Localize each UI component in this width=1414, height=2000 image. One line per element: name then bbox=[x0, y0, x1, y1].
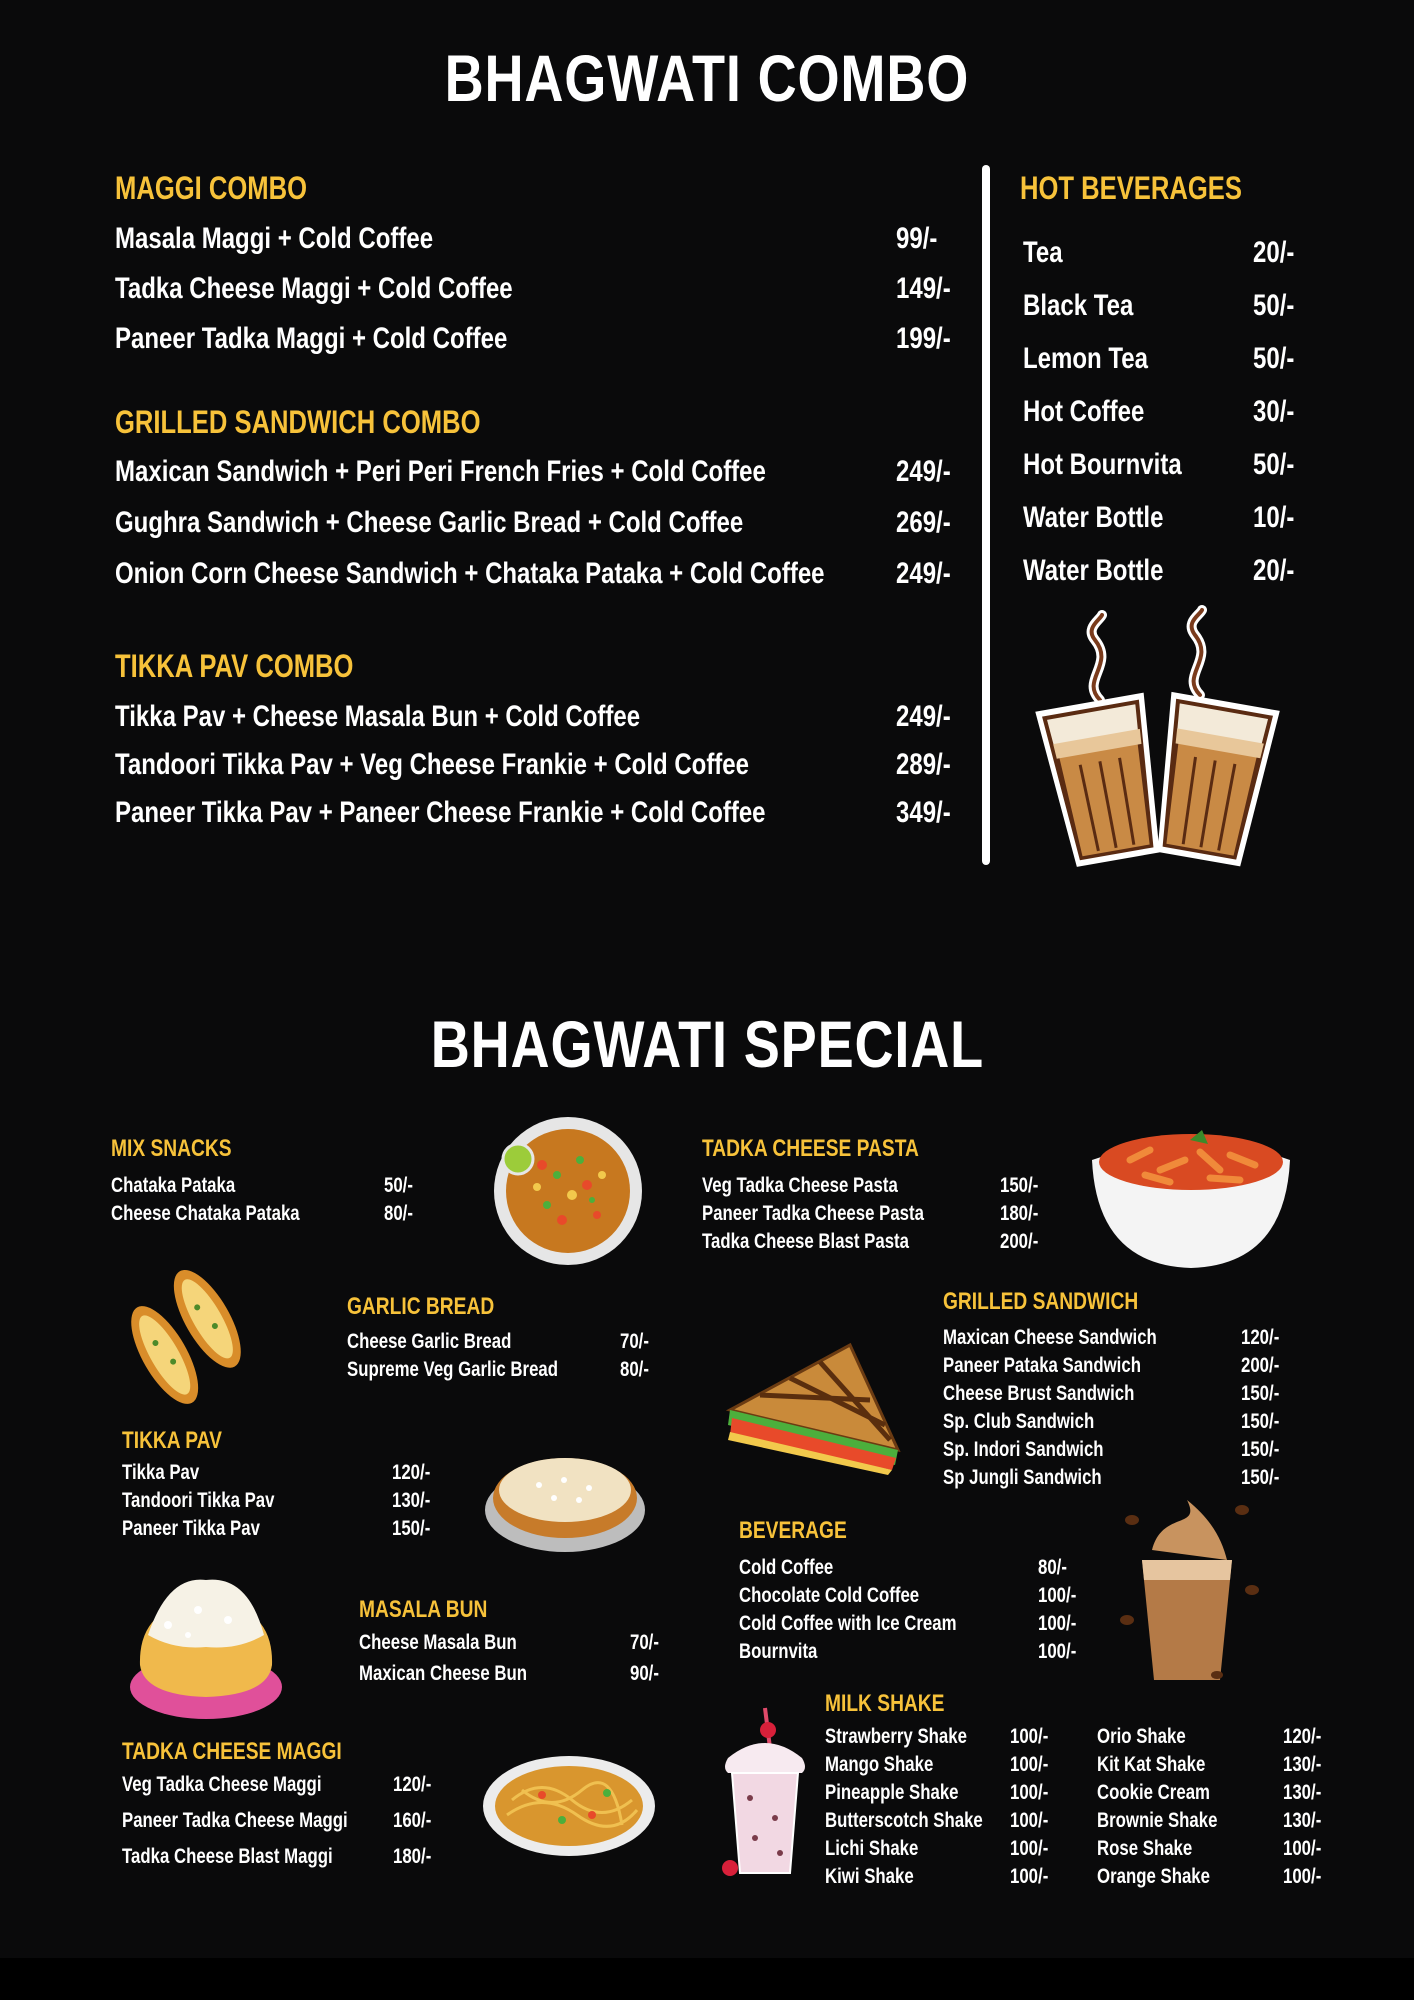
milk-shake-item-price-text: 130/- bbox=[1283, 1753, 1322, 1776]
milk-shake-item-name-text: Lichi Shake bbox=[825, 1837, 919, 1860]
tikka-pav-item-price-text: 130/- bbox=[392, 1489, 431, 1512]
tikka-pav-item-price bbox=[392, 1489, 440, 1513]
masala-bun-item-name-text: Cheese Masala Bun bbox=[359, 1631, 517, 1654]
hot-beverages-item-name-text: Water Bottle bbox=[1023, 501, 1164, 534]
hot-beverages-item-price-text: 50/- bbox=[1253, 448, 1295, 481]
masala-bun-item-name bbox=[359, 1631, 556, 1655]
milk-shake-item-price-text: 130/- bbox=[1283, 1781, 1322, 1804]
pasta-item-price bbox=[1000, 1174, 1048, 1198]
hot-beverages-item-price bbox=[1253, 395, 1305, 429]
tikka-combo-item-name-text: Paneer Tikka Pav + Paneer Cheese Frankie + Cold Coffee bbox=[115, 796, 766, 829]
grilled-sandwich-heading bbox=[943, 1288, 1187, 1316]
maggi-combo-item-name-text: Paneer Tadka Maggi + Cold Coffee bbox=[115, 322, 508, 355]
pasta-item-name-text: Veg Tadka Cheese Pasta bbox=[702, 1174, 898, 1197]
hot-beverages-item-price-text: 30/- bbox=[1253, 395, 1295, 428]
grilled-sandwich-item-name bbox=[943, 1326, 1210, 1350]
pasta-item-name-text: Paneer Tadka Cheese Pasta bbox=[702, 1202, 924, 1225]
beverage-item-price bbox=[1038, 1612, 1086, 1636]
masala-bun-item-name bbox=[359, 1662, 569, 1686]
pasta-item-price-text: 150/- bbox=[1000, 1174, 1039, 1197]
hot-beverages-item-name-text: Water Bottle bbox=[1023, 554, 1164, 587]
masala-bun-icon bbox=[128, 1575, 284, 1720]
milk-shake-item-price bbox=[1010, 1781, 1058, 1805]
milk-shake-item-price-text: 120/- bbox=[1283, 1725, 1322, 1748]
hot-beverages-item-name bbox=[1023, 448, 1221, 482]
tea-glasses-icon bbox=[1040, 610, 1280, 890]
hot-beverages-item-price-text: 20/- bbox=[1253, 236, 1295, 269]
hot-beverages-item-name-text: Hot Coffee bbox=[1023, 395, 1145, 428]
tikka-combo-item-price bbox=[896, 796, 964, 830]
beverage-item-name bbox=[739, 1556, 857, 1580]
tikka-pav-item-name-text: Paneer Tikka Pav bbox=[122, 1517, 260, 1540]
hot-beverages-item-name bbox=[1023, 236, 1072, 270]
mix-snacks-icon bbox=[492, 1115, 644, 1267]
milk-shake-item-price-text: 100/- bbox=[1283, 1865, 1322, 1888]
tadka-maggi-item-price-text: 120/- bbox=[393, 1773, 432, 1796]
mix-snacks-item-price-text: 50/- bbox=[384, 1174, 413, 1197]
beverage-item-price-text: 80/- bbox=[1038, 1556, 1067, 1579]
tikka-pav-heading bbox=[122, 1427, 247, 1455]
mix-snacks-item-name bbox=[111, 1174, 266, 1198]
tikka-combo-item-price bbox=[896, 748, 964, 782]
beverage-item-price bbox=[1038, 1584, 1086, 1608]
garlic-bread-item-price bbox=[620, 1358, 656, 1382]
hot-beverages-item-price-text: 10/- bbox=[1253, 501, 1295, 534]
grilled-sandwich-item-name-text: Sp. Indori Sandwich bbox=[943, 1438, 1104, 1461]
milk-shake-item-price bbox=[1283, 1837, 1331, 1861]
footer-bar bbox=[0, 1958, 1414, 2000]
milk-shake-item-name-text: Kit Kat Shake bbox=[1097, 1753, 1206, 1776]
garlic-bread-item-price bbox=[620, 1330, 656, 1354]
garlic-bread-item-name-text: Supreme Veg Garlic Bread bbox=[347, 1358, 559, 1381]
milk-shake-item-name bbox=[1097, 1809, 1248, 1833]
garlic-bread-item-name bbox=[347, 1358, 611, 1382]
grilled-sandwich-item-price-text: 150/- bbox=[1241, 1382, 1280, 1405]
sandwich-combo-item-name-text: Onion Corn Cheese Sandwich + Chataka Pataka + Cold Coffee bbox=[115, 557, 825, 590]
tadka-maggi-item-name bbox=[122, 1773, 371, 1797]
tikka-pav-item-price bbox=[392, 1517, 440, 1541]
maggi-combo-item-name-text: Masala Maggi + Cold Coffee bbox=[115, 222, 434, 255]
milk-shake-item-name bbox=[1097, 1725, 1208, 1749]
milk-shake-item-price bbox=[1010, 1809, 1058, 1833]
sandwich-combo-item-name bbox=[115, 557, 1002, 591]
combo-title: BHAGWATI COMBO bbox=[444, 41, 970, 115]
garlic-bread-item-name bbox=[347, 1330, 552, 1354]
pasta-heading-text: TADKA CHEESE PASTA bbox=[702, 1135, 919, 1162]
hot-beverages-item-price bbox=[1253, 342, 1305, 376]
sandwich-combo-heading-text: GRILLED SANDWICH COMBO bbox=[115, 404, 481, 440]
milk-shake-item-price bbox=[1010, 1725, 1058, 1749]
maggi-combo-heading-text: MAGGI COMBO bbox=[115, 170, 307, 206]
hot-beverages-item-name-text: Tea bbox=[1023, 236, 1063, 269]
mix-snacks-item-name-text: Cheese Chataka Pataka bbox=[111, 1202, 300, 1225]
grilled-sandwich-item-price bbox=[1241, 1354, 1289, 1378]
tadka-maggi-item-name-text: Paneer Tadka Cheese Maggi bbox=[122, 1809, 348, 1832]
beverage-item-name-text: Cold Coffee bbox=[739, 1556, 834, 1579]
mix-snacks-heading bbox=[111, 1135, 262, 1163]
milk-shake-item-name-text: Rose Shake bbox=[1097, 1837, 1193, 1860]
pasta-item-name bbox=[702, 1202, 979, 1226]
tikka-combo-item-price-text: 349/- bbox=[896, 796, 951, 829]
grilled-sandwich-item-price bbox=[1241, 1466, 1289, 1490]
hot-beverages-item-price bbox=[1253, 448, 1305, 482]
maggi-combo-item-name bbox=[115, 272, 612, 306]
milk-shake-item-price bbox=[1010, 1753, 1058, 1777]
beverage-item-price-text: 100/- bbox=[1038, 1584, 1077, 1607]
tikka-pav-item-name bbox=[122, 1489, 313, 1513]
milk-shake-item-price bbox=[1010, 1865, 1058, 1889]
pasta-item-price-text: 200/- bbox=[1000, 1230, 1039, 1253]
milk-shake-item-price-text: 100/- bbox=[1010, 1781, 1049, 1804]
milk-shake-item-name-text: Mango Shake bbox=[825, 1753, 934, 1776]
milk-shake-item-name bbox=[825, 1781, 992, 1805]
grilled-sandwich-heading-text: GRILLED SANDWICH bbox=[943, 1288, 1139, 1315]
grilled-sandwich-item-price bbox=[1241, 1438, 1289, 1462]
beverage-item-price-text: 100/- bbox=[1038, 1612, 1077, 1635]
beverage-item-name-text: Chocolate Cold Coffee bbox=[739, 1584, 920, 1607]
tikka-pav-heading-text: TIKKA PAV bbox=[122, 1427, 222, 1454]
sandwich-combo-item-name bbox=[115, 455, 929, 489]
garlic-bread-item-price-text: 80/- bbox=[620, 1358, 649, 1381]
milk-shake-item-price bbox=[1283, 1725, 1331, 1749]
maggi-combo-item-price-text: 199/- bbox=[896, 322, 951, 355]
maggi-combo-item-price bbox=[896, 272, 964, 306]
masala-bun-item-price bbox=[630, 1631, 666, 1655]
grilled-sandwich-item-price bbox=[1241, 1410, 1289, 1434]
beverage-item-name bbox=[739, 1640, 837, 1664]
grilled-sandwich-item-price-text: 150/- bbox=[1241, 1410, 1280, 1433]
tikka-combo-item-price-text: 289/- bbox=[896, 748, 951, 781]
milk-shake-item-name-text: Butterscotch Shake bbox=[825, 1809, 983, 1832]
milk-shake-heading-text: MILK SHAKE bbox=[825, 1690, 945, 1717]
milk-shake-item-price bbox=[1283, 1865, 1331, 1889]
tadka-maggi-item-price bbox=[393, 1773, 441, 1797]
garlic-bread-heading bbox=[347, 1293, 531, 1321]
masala-bun-item-price bbox=[630, 1662, 666, 1686]
pasta-item-name-text: Tadka Cheese Blast Pasta bbox=[702, 1230, 909, 1253]
garlic-bread-icon bbox=[122, 1275, 262, 1405]
sandwich-combo-item-price bbox=[896, 506, 964, 540]
beverage-item-name bbox=[739, 1612, 1011, 1636]
sandwich-combo-item-price bbox=[896, 557, 964, 591]
tadka-maggi-item-name-text: Veg Tadka Cheese Maggi bbox=[122, 1773, 322, 1796]
hot-beverages-item-name bbox=[1023, 554, 1199, 588]
tadka-maggi-item-price bbox=[393, 1809, 441, 1833]
grilled-sandwich-item-name-text: Paneer Pataka Sandwich bbox=[943, 1354, 1141, 1377]
tadka-maggi-heading bbox=[122, 1738, 397, 1766]
grilled-sandwich-item-price-text: 120/- bbox=[1241, 1326, 1280, 1349]
tikka-combo-heading bbox=[115, 648, 413, 685]
tikka-combo-heading-text: TIKKA PAV COMBO bbox=[115, 648, 354, 684]
hot-beverages-item-price-text: 50/- bbox=[1253, 289, 1295, 322]
tikka-pav-item-price-text: 120/- bbox=[392, 1461, 431, 1484]
milk-shake-item-name-text: Strawberry Shake bbox=[825, 1725, 967, 1748]
beverage-item-name bbox=[739, 1584, 964, 1608]
milk-shake-item-name bbox=[825, 1753, 960, 1777]
grilled-sandwich-item-price-text: 150/- bbox=[1241, 1466, 1280, 1489]
grilled-sandwich-item-price bbox=[1241, 1326, 1289, 1350]
beverage-heading bbox=[739, 1517, 874, 1545]
hot-beverages-item-price-text: 50/- bbox=[1253, 342, 1295, 375]
special-title: BHAGWATI SPECIAL bbox=[430, 1007, 984, 1081]
hot-beverages-item-price bbox=[1253, 289, 1305, 323]
beverage-item-name-text: Bournvita bbox=[739, 1640, 818, 1663]
sandwich-combo-heading bbox=[115, 404, 572, 441]
milk-shake-item-price bbox=[1283, 1809, 1331, 1833]
hot-beverages-item-name bbox=[1023, 501, 1199, 535]
milk-shake-item-name-text: Cookie Cream bbox=[1097, 1781, 1210, 1804]
milk-shake-item-price-text: 100/- bbox=[1010, 1865, 1049, 1888]
tikka-pav-item-name bbox=[122, 1517, 294, 1541]
maggi-combo-item-price-text: 149/- bbox=[896, 272, 951, 305]
grilled-sandwich-item-price-text: 200/- bbox=[1241, 1354, 1280, 1377]
tadka-maggi-item-name-text: Tadka Cheese Blast Maggi bbox=[122, 1845, 333, 1868]
hot-beverages-item-name bbox=[1023, 289, 1161, 323]
milk-shake-item-name-text: Orio Shake bbox=[1097, 1725, 1186, 1748]
sandwich-combo-item-name bbox=[115, 506, 900, 540]
tadka-maggi-item-price-text: 180/- bbox=[393, 1845, 432, 1868]
milk-shake-item-name-text: Pineapple Shake bbox=[825, 1781, 959, 1804]
hot-beverages-item-price-text: 20/- bbox=[1253, 554, 1295, 587]
tikka-pav-item-name-text: Tikka Pav bbox=[122, 1461, 200, 1484]
hot-beverages-item-price bbox=[1253, 501, 1305, 535]
mix-snacks-heading-text: MIX SNACKS bbox=[111, 1135, 232, 1162]
grilled-sandwich-item-name bbox=[943, 1438, 1144, 1462]
mix-snacks-item-price bbox=[384, 1202, 420, 1226]
beverage-item-price bbox=[1038, 1640, 1086, 1664]
masala-bun-heading-text: MASALA BUN bbox=[359, 1596, 488, 1623]
tadka-maggi-item-price-text: 160/- bbox=[393, 1809, 432, 1832]
tikka-combo-item-name bbox=[115, 748, 908, 782]
grilled-sandwich-item-price bbox=[1241, 1382, 1289, 1406]
maggi-combo-item-name bbox=[115, 322, 605, 356]
garlic-bread-item-price-text: 70/- bbox=[620, 1330, 649, 1353]
section-divider bbox=[982, 165, 990, 865]
mix-snacks-item-price-text: 80/- bbox=[384, 1202, 413, 1225]
tikka-pav-item-price bbox=[392, 1461, 440, 1485]
milk-shake-item-price-text: 100/- bbox=[1010, 1837, 1049, 1860]
grilled-sandwich-item-name-text: Sp. Club Sandwich bbox=[943, 1410, 1095, 1433]
tikka-pav-item-name bbox=[122, 1461, 219, 1485]
beverage-item-price bbox=[1038, 1556, 1074, 1580]
hot-beverages-item-name bbox=[1023, 395, 1175, 429]
tadka-maggi-heading-text: TADKA CHEESE MAGGI bbox=[122, 1738, 342, 1765]
tikka-pav-item-price-text: 150/- bbox=[392, 1517, 431, 1540]
milk-shake-item-name-text: Orange Shake bbox=[1097, 1865, 1210, 1888]
beverage-item-price-text: 100/- bbox=[1038, 1640, 1077, 1663]
hot-beverages-item-name bbox=[1023, 342, 1179, 376]
hot-beverages-item-name-text: Lemon Tea bbox=[1023, 342, 1148, 375]
pasta-item-price-text: 180/- bbox=[1000, 1202, 1039, 1225]
mix-snacks-item-name-text: Chataka Pataka bbox=[111, 1174, 236, 1197]
milk-shake-item-name bbox=[1097, 1865, 1238, 1889]
mix-snacks-item-price bbox=[384, 1174, 420, 1198]
maggi-combo-item-price-text: 99/- bbox=[896, 222, 938, 255]
milk-shake-item-name-text: Brownie Shake bbox=[1097, 1809, 1218, 1832]
sandwich-combo-item-price-text: 249/- bbox=[896, 557, 951, 590]
milkshake-icon bbox=[720, 1708, 810, 1878]
hot-beverages-item-name-text: Black Tea bbox=[1023, 289, 1134, 322]
hot-beverages-item-name-text: Hot Bournvita bbox=[1023, 448, 1182, 481]
beverage-heading-text: BEVERAGE bbox=[739, 1517, 847, 1544]
tikka-pav-item-name-text: Tandoori Tikka Pav bbox=[122, 1489, 275, 1512]
grilled-sandwich-icon bbox=[720, 1340, 902, 1475]
grilled-sandwich-item-name bbox=[943, 1466, 1141, 1490]
maggi-combo-item-name-text: Tadka Cheese Maggi + Cold Coffee bbox=[115, 272, 513, 305]
pasta-item-price bbox=[1000, 1202, 1048, 1226]
pasta-item-name bbox=[702, 1230, 961, 1254]
maggi-combo-heading bbox=[115, 170, 355, 207]
tadka-maggi-item-name bbox=[122, 1809, 404, 1833]
tikka-combo-item-price-text: 249/- bbox=[896, 700, 951, 733]
milk-shake-heading bbox=[825, 1690, 974, 1718]
garlic-bread-item-name-text: Cheese Garlic Bread bbox=[347, 1330, 512, 1353]
pasta-item-name bbox=[702, 1174, 947, 1198]
tadka-maggi-item-name bbox=[122, 1845, 385, 1869]
masala-bun-heading bbox=[359, 1596, 519, 1624]
milk-shake-item-name bbox=[825, 1837, 942, 1861]
milk-shake-item-name bbox=[1097, 1753, 1232, 1777]
maggi-combo-item-name bbox=[115, 222, 513, 256]
tikka-combo-item-name bbox=[115, 796, 928, 830]
grilled-sandwich-item-name bbox=[943, 1382, 1182, 1406]
pasta-item-price bbox=[1000, 1230, 1048, 1254]
tadka-maggi-item-price bbox=[393, 1845, 441, 1869]
grilled-sandwich-item-name bbox=[943, 1410, 1132, 1434]
milk-shake-item-price-text: 100/- bbox=[1283, 1837, 1322, 1860]
pasta-heading bbox=[702, 1135, 973, 1163]
milk-shake-item-name bbox=[1097, 1781, 1238, 1805]
milk-shake-item-price-text: 100/- bbox=[1010, 1753, 1049, 1776]
tikka-pav-icon bbox=[484, 1440, 646, 1555]
grilled-sandwich-item-name-text: Maxican Cheese Sandwich bbox=[943, 1326, 1157, 1349]
mix-snacks-item-name bbox=[111, 1202, 347, 1226]
sandwich-combo-item-name-text: Maxican Sandwich + Peri Peri French Fries + Cold Coffee bbox=[115, 455, 766, 488]
milk-shake-item-price bbox=[1283, 1781, 1331, 1805]
beverage-item-name-text: Cold Coffee with Ice Cream bbox=[739, 1612, 957, 1635]
milk-shake-item-name bbox=[1097, 1837, 1216, 1861]
cold-coffee-icon bbox=[1112, 1490, 1262, 1685]
masala-bun-item-price-text: 70/- bbox=[630, 1631, 659, 1654]
masala-bun-item-price-text: 90/- bbox=[630, 1662, 659, 1685]
maggi-combo-item-price bbox=[896, 222, 948, 256]
garlic-bread-heading-text: GARLIC BREAD bbox=[347, 1293, 495, 1320]
milk-shake-item-name bbox=[825, 1809, 1022, 1833]
tikka-combo-item-name-text: Tandoori Tikka Pav + Veg Cheese Frankie + Cold Coffee bbox=[115, 748, 749, 781]
milk-shake-item-price-text: 130/- bbox=[1283, 1809, 1322, 1832]
pasta-bowl-icon bbox=[1090, 1130, 1292, 1270]
maggi-combo-item-price bbox=[896, 322, 964, 356]
grilled-sandwich-item-price-text: 150/- bbox=[1241, 1438, 1280, 1461]
sandwich-combo-item-price bbox=[896, 455, 964, 489]
hot-beverages-item-price bbox=[1253, 554, 1305, 588]
milk-shake-item-price-text: 100/- bbox=[1010, 1809, 1049, 1832]
milk-shake-item-price-text: 100/- bbox=[1010, 1725, 1049, 1748]
sandwich-combo-item-name-text: Gughra Sandwich + Cheese Garlic Bread + Cold Coffee bbox=[115, 506, 744, 539]
tikka-combo-item-price bbox=[896, 700, 964, 734]
sandwich-combo-item-price-text: 249/- bbox=[896, 455, 951, 488]
grilled-sandwich-item-name-text: Sp Jungli Sandwich bbox=[943, 1466, 1102, 1489]
milk-shake-item-price bbox=[1010, 1837, 1058, 1861]
tikka-combo-item-name-text: Tikka Pav + Cheese Masala Bun + Cold Coffee bbox=[115, 700, 641, 733]
hot-beverages-heading bbox=[1020, 170, 1297, 207]
milk-shake-item-name bbox=[825, 1865, 936, 1889]
tikka-combo-item-name bbox=[115, 700, 771, 734]
milk-shake-item-name bbox=[825, 1725, 1002, 1749]
hot-beverages-heading-text: HOT BEVERAGES bbox=[1020, 170, 1242, 206]
sandwich-combo-item-price-text: 269/- bbox=[896, 506, 951, 539]
masala-bun-item-name-text: Maxican Cheese Bun bbox=[359, 1662, 528, 1685]
milk-shake-item-price bbox=[1283, 1753, 1331, 1777]
grilled-sandwich-item-name bbox=[943, 1354, 1190, 1378]
hot-beverages-item-price bbox=[1253, 236, 1305, 270]
grilled-sandwich-item-name-text: Cheese Brust Sandwich bbox=[943, 1382, 1135, 1405]
maggi-plate-icon bbox=[482, 1755, 656, 1857]
milk-shake-item-name-text: Kiwi Shake bbox=[825, 1865, 914, 1888]
